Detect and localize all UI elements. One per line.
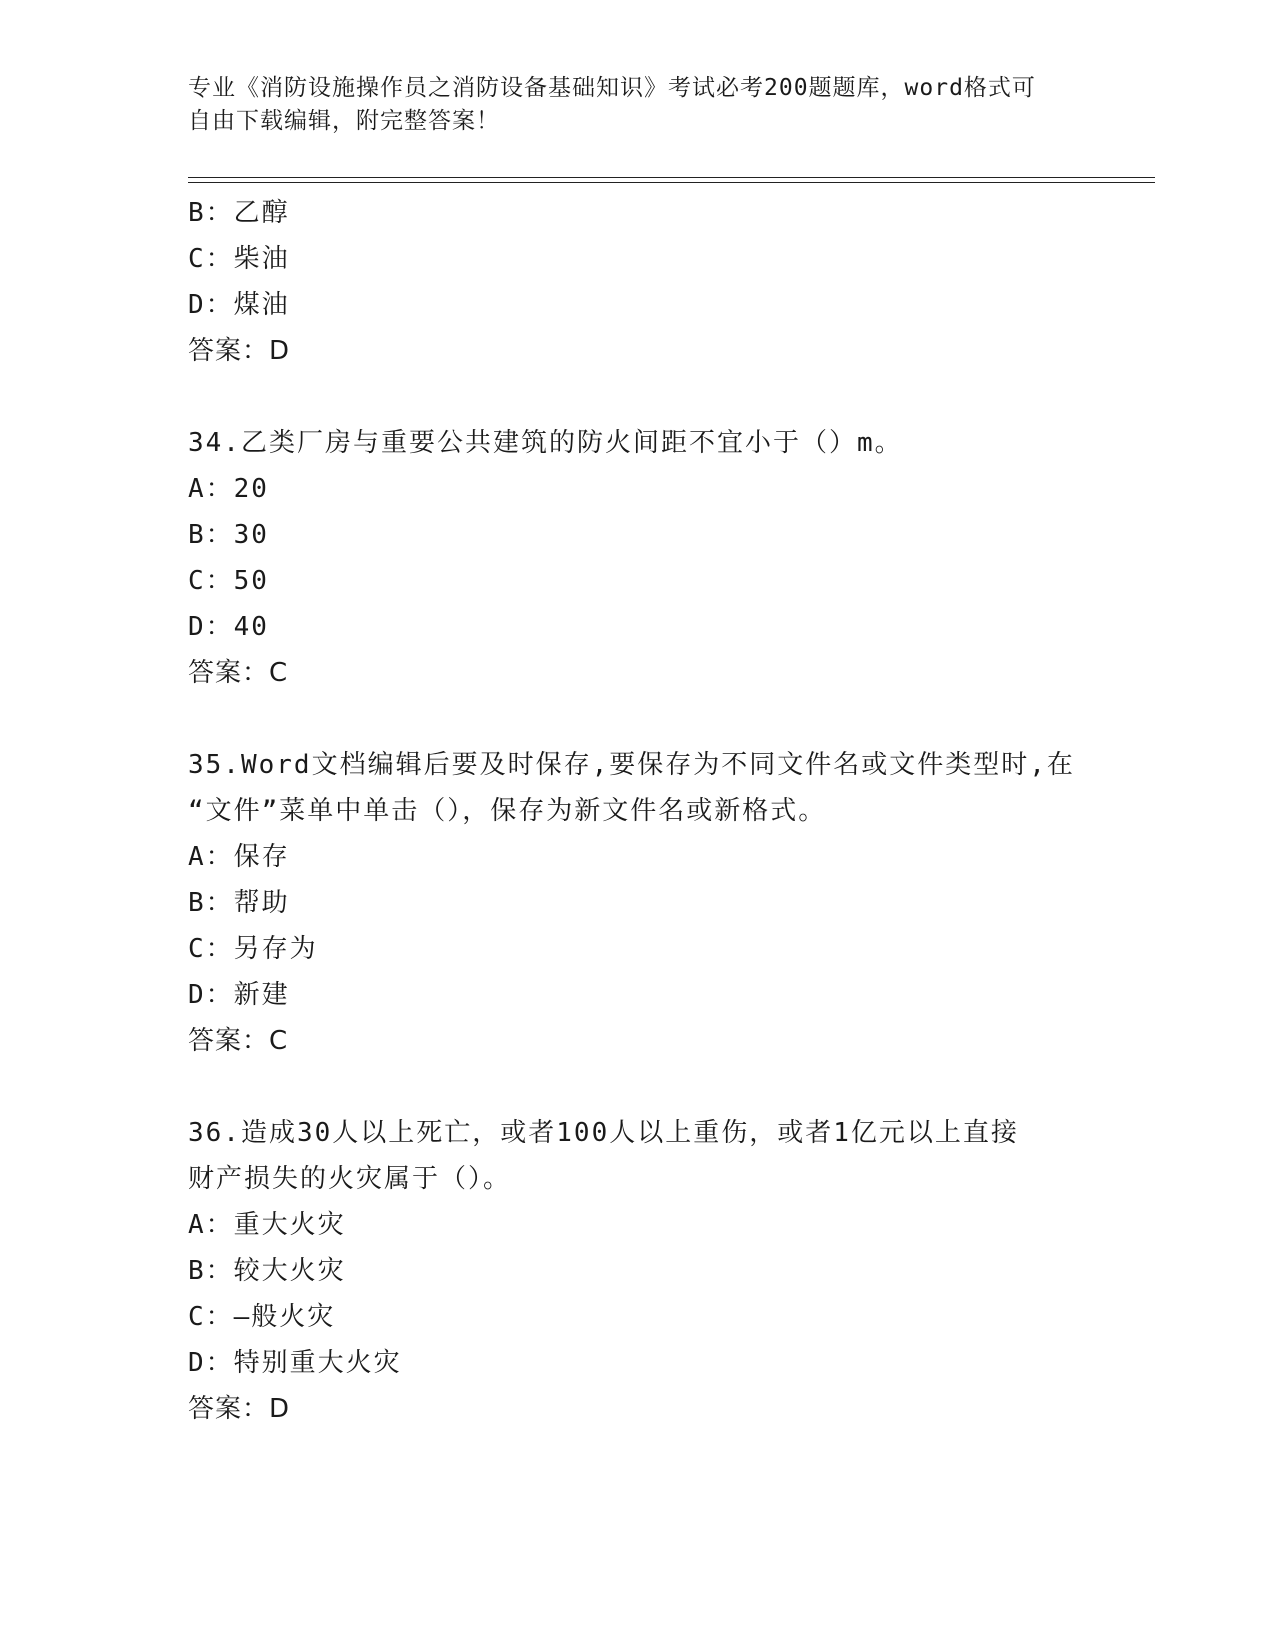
header-line-2: 自由下载编辑，附完整答案！ xyxy=(188,108,500,134)
option-a: A：20 xyxy=(188,474,269,504)
option-d: D：特别重大火灾 xyxy=(188,1348,402,1378)
question-block-34 xyxy=(188,420,1088,696)
header-divider-bottom xyxy=(188,182,1155,183)
question-gap xyxy=(188,1064,1088,1110)
question-list xyxy=(188,190,1088,1432)
option-d: D：煤油 xyxy=(188,290,290,320)
document-header xyxy=(188,72,1068,138)
question-stem-continued: 财产损失的火灾属于（）。 xyxy=(188,1164,512,1194)
option-b: B：乙醇 xyxy=(188,198,290,228)
question-stem: 36.造成30人以上死亡，或者100人以上重伤，或者1亿元以上直接 xyxy=(188,1118,1019,1148)
option-d: D：新建 xyxy=(188,980,290,1010)
answer-line: 答案：D xyxy=(188,1394,291,1424)
option-c: C：50 xyxy=(188,566,269,596)
option-b: B：30 xyxy=(188,520,269,550)
option-a: A：重大火灾 xyxy=(188,1210,346,1240)
question-block-36 xyxy=(188,1110,1088,1432)
header-divider-top xyxy=(188,177,1155,178)
question-gap xyxy=(188,696,1088,742)
question-stem-continued: “文件”菜单中单击（），保存为新文件名或新格式。 xyxy=(188,796,827,826)
option-d: D：40 xyxy=(188,612,269,642)
option-b: B：较大火灾 xyxy=(188,1256,346,1286)
option-c: C：另存为 xyxy=(188,934,318,964)
answer-line: 答案：C xyxy=(188,1026,289,1056)
option-c: C：—般火灾 xyxy=(188,1302,336,1332)
question-gap xyxy=(188,374,1088,420)
question-block-35 xyxy=(188,742,1088,1064)
prev-question-block xyxy=(188,190,1088,374)
option-c: C：柴油 xyxy=(188,244,290,274)
answer-line: 答案：D xyxy=(188,336,291,366)
header-line-1: 专业《消防设施操作员之消防设备基础知识》考试必考200题题库，word格式可 xyxy=(188,75,1036,101)
answer-line: 答案：C xyxy=(188,658,289,688)
question-stem: 35.Word文档编辑后要及时保存,要保存为不同文件名或文件类型时,在 xyxy=(188,750,1075,780)
option-b: B：帮助 xyxy=(188,888,290,918)
option-a: A：保存 xyxy=(188,842,290,872)
question-stem: 34.乙类厂房与重要公共建筑的防火间距不宜小于（）m。 xyxy=(188,428,903,458)
